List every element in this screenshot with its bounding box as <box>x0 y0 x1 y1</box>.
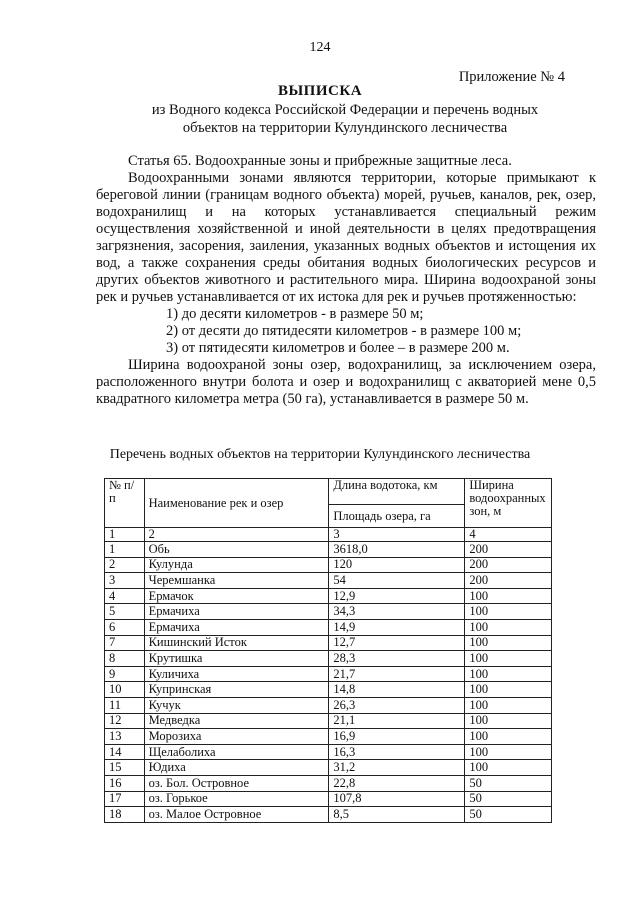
row-number: 2 <box>105 557 145 573</box>
row-number: 6 <box>105 619 145 635</box>
row-number: 12 <box>105 713 145 729</box>
row-number: 15 <box>105 760 145 776</box>
row-number: 5 <box>105 604 145 620</box>
column-number: 4 <box>465 528 552 542</box>
object-name: Обь <box>144 542 329 558</box>
object-name: Щелаболиха <box>144 744 329 760</box>
object-name: оз. Малое Островное <box>144 807 329 823</box>
object-value: 12,9 <box>329 588 465 604</box>
zone-width: 100 <box>465 588 552 604</box>
object-name: Ермачок <box>144 588 329 604</box>
table-row <box>105 713 552 729</box>
column-number-row <box>105 528 552 542</box>
zone-width: 200 <box>465 557 552 573</box>
object-value: 34,3 <box>329 604 465 620</box>
article-list-item: 2) от десяти до пятидесяти километров - в размере 100 м; <box>166 323 522 339</box>
zone-width: 100 <box>465 619 552 635</box>
object-name: Черемшанка <box>144 573 329 589</box>
object-value: 8,5 <box>329 807 465 823</box>
article-text <box>96 153 596 408</box>
object-name: Ермачиха <box>144 604 329 620</box>
object-name: Купринская <box>144 682 329 698</box>
document-subtitle <box>100 101 590 137</box>
header-width: Ширина водоохранных зон, м <box>465 479 552 528</box>
water-objects-table <box>104 478 552 823</box>
row-number: 18 <box>105 807 145 823</box>
object-value: 12,7 <box>329 635 465 651</box>
table-row <box>105 666 552 682</box>
object-name: Крутишка <box>144 651 329 667</box>
row-number: 3 <box>105 573 145 589</box>
object-name: Кишинский Исток <box>144 635 329 651</box>
object-value: 54 <box>329 573 465 589</box>
table-row <box>105 775 552 791</box>
table-row <box>105 697 552 713</box>
table-row <box>105 573 552 589</box>
object-value: 16,9 <box>329 729 465 745</box>
table-row <box>105 791 552 807</box>
object-name: Ермачиха <box>144 619 329 635</box>
column-number: 1 <box>105 528 145 542</box>
zone-width: 100 <box>465 651 552 667</box>
object-value: 21,1 <box>329 713 465 729</box>
article-paragraph: Водоохранными зонами являются территории, которые примыкают к береговой линии (границам водного объекта) морей, ручьев, каналов, рек, озер, водохранилищ и на которых устанавливается специальный режим осуществления хозяйственной и иной деятельности в целях предотвращения загрязнения, засорения, заиления, указанных водных объектов и истощения их вод, а также сохранения среды обитания водных биологических ресурсов и других объектов животного и растительного мира. Ширина водоохраной зоны рек и ручьев устанавливается от их истока для рек и ручьев протяженностью: <box>96 170 596 305</box>
row-number: 11 <box>105 697 145 713</box>
object-value: 14,8 <box>329 682 465 698</box>
object-name: Куличиха <box>144 666 329 682</box>
object-name: Медведка <box>144 713 329 729</box>
object-name: Юдиха <box>144 760 329 776</box>
table-row <box>105 760 552 776</box>
article-heading: Статья 65. Водоохранные зоны и прибрежные защитные леса. <box>128 153 512 169</box>
zone-width: 100 <box>465 682 552 698</box>
object-name: Кулунда <box>144 557 329 573</box>
object-value: 21,7 <box>329 666 465 682</box>
object-value: 26,3 <box>329 697 465 713</box>
header-area: Площадь озера, га <box>329 505 465 528</box>
table-row <box>105 542 552 558</box>
subtitle-line: объектов на территории Кулундинского лесничества <box>182 120 508 136</box>
table-row <box>105 588 552 604</box>
document-title: ВЫПИСКА <box>277 83 363 99</box>
header-length: Длина водотока, км <box>329 479 465 505</box>
column-number: 2 <box>144 528 329 542</box>
object-value: 22,8 <box>329 775 465 791</box>
zone-width: 50 <box>465 791 552 807</box>
table-row <box>105 604 552 620</box>
row-number: 14 <box>105 744 145 760</box>
zone-width: 50 <box>465 807 552 823</box>
row-number: 4 <box>105 588 145 604</box>
row-number: 13 <box>105 729 145 745</box>
row-number: 16 <box>105 775 145 791</box>
appendix-label: Приложение № 4 <box>458 69 565 85</box>
zone-width: 100 <box>465 604 552 620</box>
column-number: 3 <box>329 528 465 542</box>
zone-width: 100 <box>465 760 552 776</box>
article-list-item: 1) до десяти километров - в размере 50 м; <box>166 306 424 322</box>
row-number: 9 <box>105 666 145 682</box>
zone-width: 200 <box>465 542 552 558</box>
zone-width: 100 <box>465 666 552 682</box>
table-row <box>105 729 552 745</box>
table-row <box>105 557 552 573</box>
zone-width: 100 <box>465 713 552 729</box>
object-value: 3618,0 <box>329 542 465 558</box>
object-value: 31,2 <box>329 760 465 776</box>
table-row <box>105 619 552 635</box>
row-number: 1 <box>105 542 145 558</box>
table-row <box>105 744 552 760</box>
table-row <box>105 651 552 667</box>
row-number: 10 <box>105 682 145 698</box>
header-num: № п/п <box>105 479 145 528</box>
article-paragraph: Ширина водоохраной зоны озер, водохранилищ, за исключением озера, расположенного внутри болота и озер и водохранилищ с акваторией мене 0,5 квадратного километра метра (50 га), устанавливается в размере 50 м. <box>96 357 596 407</box>
zone-width: 100 <box>465 744 552 760</box>
object-value: 120 <box>329 557 465 573</box>
table-body <box>105 528 552 823</box>
row-number: 7 <box>105 635 145 651</box>
table-row <box>105 807 552 823</box>
zone-width: 100 <box>465 635 552 651</box>
zone-width: 100 <box>465 697 552 713</box>
zone-width: 50 <box>465 775 552 791</box>
header-name: Наименование рек и озер <box>144 479 329 528</box>
object-name: Морозиха <box>144 729 329 745</box>
object-value: 14,9 <box>329 619 465 635</box>
page-number: 124 <box>309 40 331 55</box>
article-list-item: 3) от пятидесяти километров и более – в размере 200 м. <box>166 340 510 356</box>
table-row <box>105 635 552 651</box>
subtitle-line: из Водного кодекса Российской Федерации и перечень водных <box>151 102 539 118</box>
object-name: оз. Бол. Островное <box>144 775 329 791</box>
object-value: 16,3 <box>329 744 465 760</box>
list-title: Перечень водных объектов на территории Кулундинского лесничества <box>109 447 531 462</box>
zone-width: 200 <box>465 573 552 589</box>
object-value: 28,3 <box>329 651 465 667</box>
zone-width: 100 <box>465 729 552 745</box>
row-number: 17 <box>105 791 145 807</box>
table-row <box>105 682 552 698</box>
row-number: 8 <box>105 651 145 667</box>
object-value: 107,8 <box>329 791 465 807</box>
object-name: Кучук <box>144 697 329 713</box>
object-name: оз. Горькое <box>144 791 329 807</box>
